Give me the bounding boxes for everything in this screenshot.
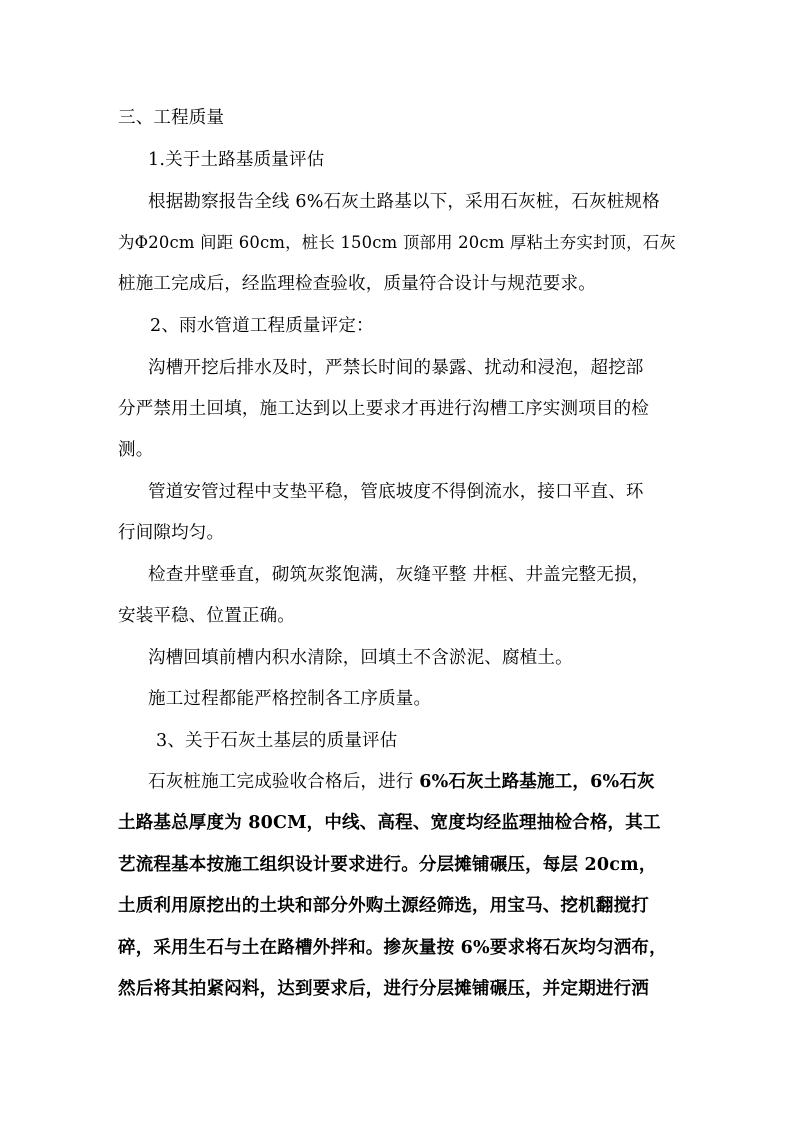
text-segment: 艺流程基本按施工组织设计要求进行。分层摊铺碾压，每层 [118,855,585,875]
text-segment: ，中线、高程、宽度均经监理抽检合格，其工 [306,813,661,833]
paragraph-line [118,813,661,833]
bold-value: 80CM [248,813,307,833]
subsection-2-heading: 2、雨水管道工程质量评定： [150,316,374,336]
paragraph-line: 施工过程都能严格控制各工序质量。 [148,689,432,709]
paragraph-line: 管道安管过程中支垫平稳，管底坡度不得倒流水，接口平直、环 [148,482,644,502]
bold-value: 6% [590,772,620,792]
paragraph-line: 行间隙均匀。 [118,523,225,543]
text-segment: 石灰 [619,772,655,792]
bold-value: 6% [460,938,490,958]
paragraph-line: 检查井壁垂直，砌筑灰浆饱满，灰缝平整 井框、井盖完整无损， [148,565,650,585]
paragraph-line [118,855,657,875]
text-segment: 石灰桩施工完成验收合格后，进行 [148,772,420,792]
paragraph-line [118,938,667,958]
text-segment: ， [638,855,657,875]
subsection-3-heading: 3、关于石灰土基层的质量评估 [156,731,398,751]
paragraph-line: 测。 [118,440,154,460]
text-segment: 要求将石灰均匀洒布， [489,938,667,958]
subsection-1-heading: 1.关于土路基质量评估 [148,150,325,170]
text-segment: 土路基总厚度为 [118,813,249,833]
paragraph-line: 然后将其拍紧闷料，达到要求后，进行分层摊铺碾压，并定期进行洒 [118,979,649,999]
bold-value: 20cm [584,855,639,875]
paragraph-line: 安装平稳、位置正确。 [118,606,295,626]
section-heading: 三、工程质量 [118,108,225,128]
text-segment: 石灰土路基施工， [448,772,591,792]
paragraph-line: 沟槽回填前槽内积水清除，回填土不含淤泥、腐植土。 [148,648,573,668]
paragraph-line: 土质利用原挖出的土块和部分外购土源经筛选，用宝马、挖机翻搅打 [118,896,649,916]
paragraph-line: 沟槽开挖后排水及时，严禁长时间的暴露、扰动和浸泡，超挖部 [148,358,644,378]
paragraph-line: 为Φ20cm 间距 60cm，桩长 150cm 顶部用 20cm 厚粘土夯实封顶，石灰 [118,233,676,252]
text-segment: 碎，采用生石与土在路槽外拌和。掺灰量按 [118,938,461,958]
paragraph-line: 根据勘察报告全线 6%石灰土路基以下，采用石灰桩，石灰桩规格 [148,192,660,212]
paragraph-line: 桩施工完成后，经监理检查验收，质量符合设计与规范要求。 [118,274,596,294]
paragraph-line [148,772,655,792]
paragraph-line: 分严禁用土回填，施工达到以上要求才再进行沟槽工序实测项目的检 [118,399,649,419]
bold-value: 6% [419,772,449,792]
